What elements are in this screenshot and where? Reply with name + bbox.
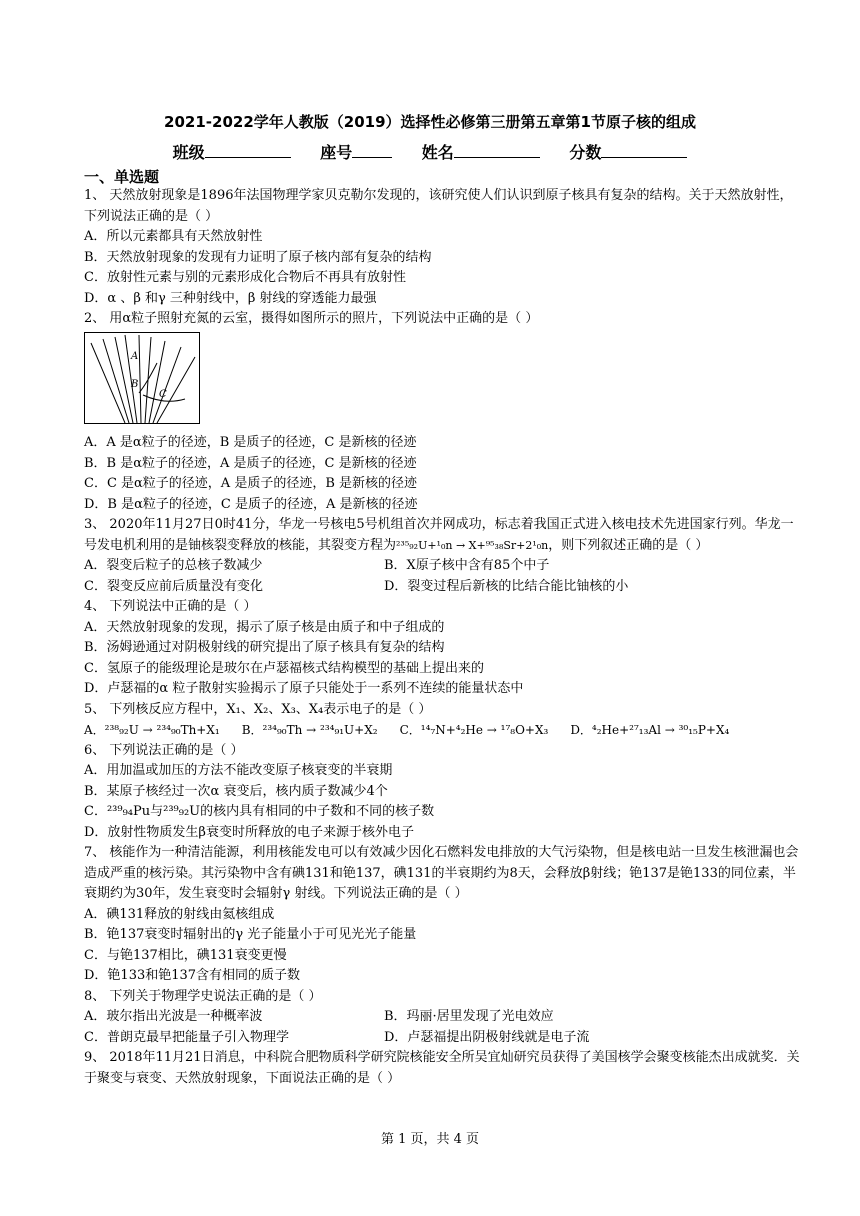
page-footer: 第 1 页，共 4 页 — [380, 1132, 480, 1147]
options-row — [84, 1028, 804, 1049]
option-a: A．所以元素都具有天然放射性 — [84, 229, 263, 244]
question-stem: 2、 用α粒子照射充氮的云室，摄得如图所示的照片，下列说法中正确的是（ ） — [84, 311, 539, 326]
option-a: A．玻尔指出光波是一种概率波 — [84, 1009, 263, 1024]
options-row — [84, 556, 804, 577]
question-9 — [84, 1048, 804, 1089]
question-stem: 7、 核能作为一种清洁能源，利用核能发电可以有效减少因化石燃料发电排放的大气污染物，但是核电站一旦发生核泄漏也会造成严重的核污染。其污染物中含有碘131和铯137，碘131的半衰期约为8天，会释放β射线；铯137是铯133的同位素，半衰期约为30年，发生衰变时会辐射γ 射线。下列说法正确的是（ ） — [84, 845, 799, 901]
student-info-line — [0, 140, 860, 163]
question-stem: 8、 下列关于物理学史说法正确的是（ ） — [84, 988, 322, 1004]
option-c: C．普朗克最早把能量子引入物理学 — [84, 1029, 289, 1045]
option-c: C．氢原子的能级理论是玻尔在卢瑟福核式结构模型的基础上提出来的 — [84, 660, 484, 676]
option-b: B．铯137衰变时辐射出的γ 光子能量小于可见光光子能量 — [84, 927, 417, 942]
label-a: A — [131, 350, 139, 362]
question-stem: 1、 天然放射现象是1896年法国物理学家贝克勒尔发现的，该研究使人们认识到原子核具有复杂的结构。关于天然放射性，下列说法正确的是（ ） — [84, 188, 793, 224]
option-a: A．²³⁸₉₂U → ²³⁴₉₀Th+X₁ — [84, 723, 220, 737]
question-4 — [84, 597, 804, 700]
option-c: C．裂变反应前后质量没有变化 — [84, 578, 263, 594]
section-heading: 一、单选题 — [84, 168, 160, 186]
info-field-seat — [320, 140, 392, 163]
info-label: 班级 — [172, 143, 205, 162]
option-d: D．放射性物质发生β衰变时所释放的电子来源于核外电子 — [84, 824, 414, 840]
stem-text: 3、 2020年11月27日0时41分，华龙一号核电5号机组首次并网成功，标志着我国正式进入核电技术先进国家行列。华龙一号发电机利用的是铀核裂变释放的核能，其裂变方程为 — [84, 517, 794, 553]
options-row — [84, 577, 804, 598]
stem-text: ，则下列叙述正确的是（ ） — [548, 537, 709, 553]
info-field-score — [569, 140, 687, 163]
blank-line — [205, 143, 291, 158]
option-c: C．¹⁴₇N+⁴₂He → ¹⁷₈O+X₃ — [399, 723, 549, 737]
option-a: A．天然放射现象的发现，揭示了原子核是由质子和中子组成的 — [84, 619, 445, 635]
blank-line — [601, 143, 687, 158]
question-3 — [84, 515, 804, 597]
blank-line — [352, 143, 392, 158]
option-b: B．玛丽·居里发现了光电效应 — [384, 1009, 554, 1024]
info-field-class — [173, 140, 291, 163]
options-row — [84, 720, 804, 741]
option-b: B．B 是α粒子的径迹，A 是质子的径迹，C 是新核的径迹 — [84, 455, 417, 471]
option-d: D．α 、β 和γ 三种射线中，β 射线的穿透能力最强 — [84, 290, 377, 306]
options-row — [84, 1007, 804, 1028]
option-d: D．⁴₂He+²⁷₁₃Al → ³⁰₁₅P+X₄ — [570, 723, 730, 737]
blank-line — [454, 143, 540, 158]
option-c: C．与铯137相比，碘131衰变更慢 — [84, 947, 287, 963]
option-a: A．用加温或加压的方法不能改变原子核衰变的半衰期 — [84, 763, 393, 778]
option-d: D．B 是α粒子的径迹，C 是质子的径迹，A 是新核的径迹 — [84, 496, 418, 512]
question-stem: 6、 下列说法正确的是（ ） — [84, 742, 244, 758]
label-c: C — [159, 388, 167, 400]
option-c: C．放射性元素与别的元素形成化合物后不再具有放射性 — [84, 270, 406, 285]
cloud-chamber-figure — [84, 332, 200, 424]
option-d: D．铯133和铯137含有相同的质子数 — [84, 968, 301, 983]
option-b: B．X原子核中含有85个中子 — [384, 558, 550, 573]
option-d: D．卢瑟福提出阴极射线就是电子流 — [384, 1029, 590, 1045]
question-stem: 4、 下列说法中正确的是（ ） — [84, 599, 257, 614]
info-label: 姓名 — [421, 143, 454, 162]
question-stem: 9、 2018年11月21日消息，中科院合肥物质科学研究院核能安全所吴宜灿研究员获得了美国核学会聚变核能杰出成就奖．关于聚变与衰变、天然放射现象，下面说法正确的是（ ） — [84, 1050, 800, 1086]
option-b: B．²³⁴₉₀Th → ²³⁴₉₁U+X₂ — [241, 723, 378, 737]
question-stem — [84, 515, 804, 556]
option-d: D．裂变过程后新核的比结合能比铀核的小 — [384, 578, 629, 594]
question-5 — [84, 700, 804, 741]
label-b: B — [131, 378, 139, 390]
question-2 — [84, 309, 804, 515]
option-a: A．碘131释放的射线由氦核组成 — [84, 906, 275, 922]
option-d: D．卢瑟福的α 粒子散射实验揭示了原子只能处于一系列不连续的能量状态中 — [84, 681, 524, 696]
question-7 — [84, 843, 804, 987]
option-b: B．天然放射现象的发现有力证明了原子核内部有复杂的结构 — [84, 249, 432, 265]
info-label: 分数 — [569, 143, 602, 162]
question-1 — [84, 186, 804, 309]
option-b: B．某原子核经过一次α 衰变后，核内质子数减少4个 — [84, 783, 388, 799]
info-field-name — [422, 140, 540, 163]
question-6 — [84, 741, 804, 844]
option-a: A．裂变后粒子的总核子数减少 — [84, 558, 263, 573]
option-c: C．²³⁹₉₄Pu与²³⁹₉₂U的核内具有相同的中子数和不同的核子数 — [84, 804, 435, 819]
option-c: C．C 是α粒子的径迹，A 是质子的径迹，B 是新核的径迹 — [84, 476, 418, 491]
option-a: A．A 是α粒子的径迹，B 是质子的径迹，C 是新核的径迹 — [84, 435, 417, 450]
page-title: 2021-2022学年人教版（2019）选择性必修第三册第五章第1节原子核的组成 — [164, 113, 696, 131]
question-8 — [84, 987, 804, 1049]
option-b: B．汤姆逊通过对阴极射线的研究提出了原子核具有复杂的结构 — [84, 640, 445, 655]
fission-equation: ²³⁵₉₂U+¹₀n → X+⁹⁵₃₈Sr+2¹₀n — [396, 538, 549, 552]
info-label: 座号 — [320, 143, 353, 162]
question-stem: 5、 下列核反应方程中，X₁、X₂、X₃、X₄表示电子的是（ ） — [84, 701, 432, 717]
question-list — [84, 186, 804, 1089]
